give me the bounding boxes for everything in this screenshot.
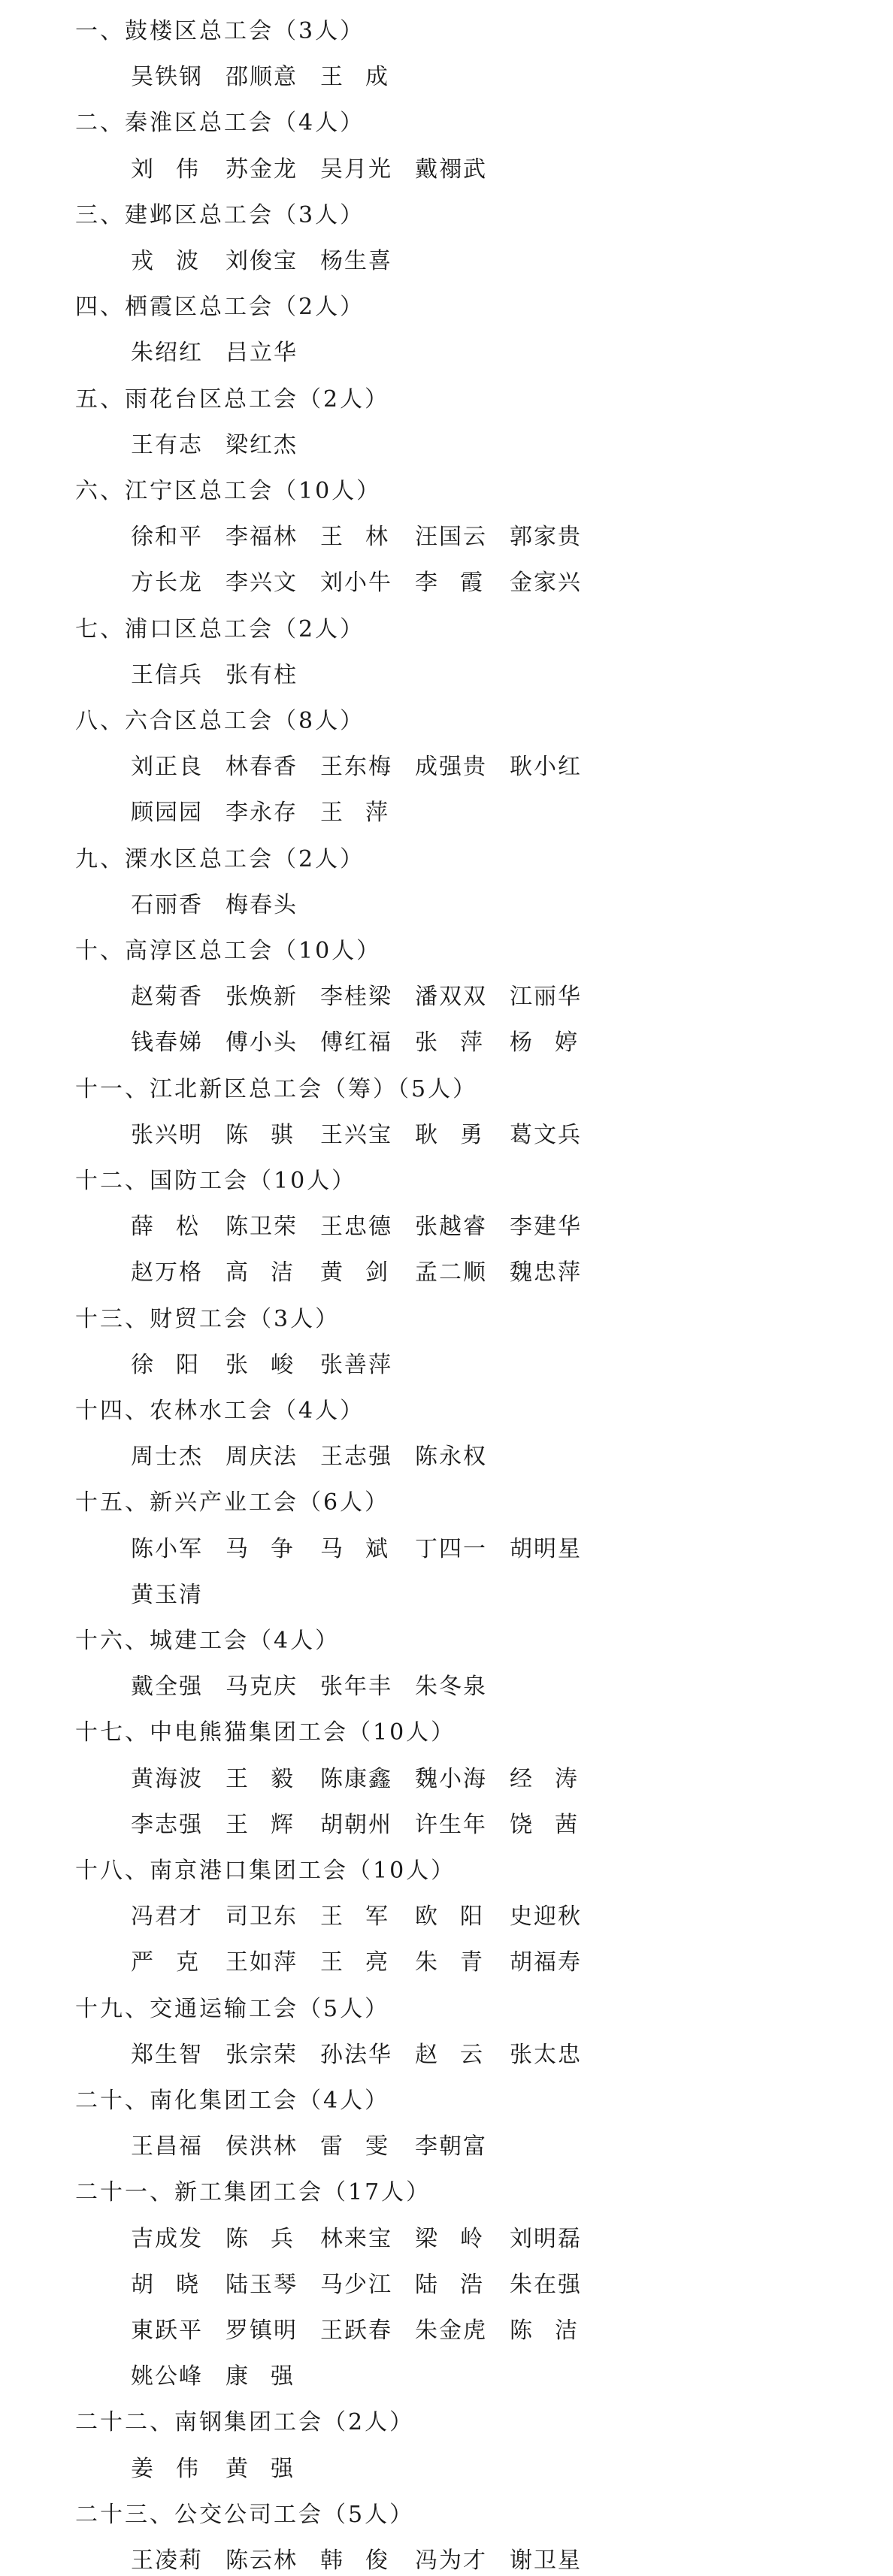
member-name: 王辉: [226, 1811, 316, 1838]
member-name: 江丽华: [510, 984, 582, 1011]
member-name: 東跃平: [131, 2317, 203, 2344]
name-row: [131, 1534, 604, 1565]
name-row: [131, 1258, 604, 1288]
name-row: [131, 1810, 604, 1840]
member-name: 谢卫星: [510, 2547, 582, 2574]
member-name: 吉成发: [131, 2225, 203, 2252]
member-name: 罗镇明: [226, 2317, 298, 2344]
member-name: 李桂梁: [320, 984, 392, 1011]
member-name: 张萍: [415, 1029, 505, 1057]
member-name: 雷雯: [320, 2133, 410, 2160]
name-row: [131, 2040, 604, 2070]
member-name: 陈云林: [226, 2547, 298, 2574]
member-name: 司卫东: [226, 1903, 298, 1930]
member-name: 胡明星: [510, 1535, 582, 1562]
member-name: 林春香: [226, 754, 298, 781]
member-name: 经涛: [510, 1765, 600, 1792]
member-name: 吴月光: [320, 156, 392, 183]
member-name: 刘明磊: [510, 2225, 582, 2252]
member-name: 张峻: [226, 1351, 316, 1378]
member-name: 马斌: [320, 1535, 410, 1562]
member-name: 王如萍: [226, 1949, 298, 1976]
name-row: [131, 246, 415, 277]
member-name: 傅小头: [226, 1029, 298, 1057]
member-name: 王萍: [320, 800, 410, 827]
section-heading: 二、秦淮区总工会（4人）: [75, 110, 365, 137]
name-row: [131, 62, 415, 92]
name-row: [131, 1948, 604, 1978]
member-name: 朱绍红: [131, 340, 203, 367]
member-name: 吴铁钢: [131, 64, 203, 91]
member-name: 王林: [320, 524, 410, 551]
member-name: 耿小红: [510, 754, 582, 781]
name-row: [131, 1902, 604, 1932]
member-name: 陈洁: [510, 2317, 600, 2344]
name-row: [131, 798, 415, 828]
member-name: 陈骐: [226, 1121, 316, 1148]
member-name: 严克: [131, 1949, 221, 1976]
member-name: 冯为才: [415, 2547, 487, 2574]
member-name: 赵万格: [131, 1259, 203, 1286]
member-name: 顾园园: [131, 800, 203, 827]
member-name: 王亮: [320, 1949, 410, 1976]
member-name: 张越睿: [415, 1214, 487, 1241]
member-name: 李福林: [226, 524, 298, 551]
name-row: [131, 2224, 604, 2254]
name-row: [131, 2132, 510, 2162]
member-name: 黄海波: [131, 1765, 203, 1792]
name-row: [131, 661, 320, 691]
name-row: [131, 522, 604, 552]
member-name: 傅红福: [320, 1029, 392, 1057]
member-name: 徐阳: [131, 1351, 221, 1378]
section-heading: 十三、财贸工会（3人）: [75, 1305, 341, 1332]
member-name: 孟二顺: [415, 1259, 487, 1286]
member-name: 梅春头: [226, 891, 298, 918]
member-name: 王毅: [226, 1765, 316, 1792]
member-name: 饶茜: [510, 1811, 600, 1838]
name-row: [131, 1212, 604, 1242]
member-name: 钱春娣: [131, 1029, 203, 1057]
section-heading: 二十一、新工集团工会（17人）: [75, 2179, 431, 2206]
member-name: 李永存: [226, 800, 298, 827]
member-name: 陈永权: [415, 1444, 487, 1471]
section-heading: 七、浦口区总工会（2人）: [75, 615, 365, 642]
member-name: 黄剑: [320, 1259, 410, 1286]
member-name: 吕立华: [226, 340, 298, 367]
member-name: 胡福寿: [510, 1949, 582, 1976]
member-name: 戎波: [131, 248, 221, 274]
section-heading: 十五、新兴产业工会（6人）: [75, 1489, 390, 1516]
member-name: 王兴宝: [320, 1121, 392, 1148]
member-name: 王昌福: [131, 2133, 203, 2160]
member-name: 苏金龙: [226, 156, 298, 183]
section-heading: 六、江宁区总工会（10人）: [75, 478, 382, 504]
member-name: 李朝富: [415, 2133, 487, 2160]
section-heading: 十、高淳区总工会（10人）: [75, 938, 382, 964]
member-name: 赵云: [415, 2041, 505, 2068]
member-name: 侯洪林: [226, 2133, 298, 2160]
member-name: 张有柱: [226, 661, 298, 688]
name-row: [131, 431, 320, 461]
name-row: [131, 1442, 510, 1472]
section-heading: 二十、南化集团工会（4人）: [75, 2088, 390, 2114]
section-heading: 一、鼓楼区总工会（3人）: [75, 18, 365, 44]
member-name: 丁四一: [415, 1535, 487, 1562]
member-name: 金家兴: [510, 570, 582, 597]
name-row: [131, 155, 510, 185]
member-name: 杨生喜: [320, 248, 392, 274]
section-heading: 二十二、南钢集团工会（2人）: [75, 2409, 415, 2436]
member-name: 李志强: [131, 1811, 203, 1838]
member-name: 李建华: [510, 1214, 582, 1241]
member-name: 张宗荣: [226, 2041, 298, 2068]
member-name: 邵顺意: [226, 64, 298, 91]
name-row: [131, 338, 320, 368]
member-name: 张善萍: [320, 1351, 392, 1378]
member-name: 刘小牛: [320, 570, 392, 597]
member-name: 王成: [320, 64, 410, 91]
member-name: 李霞: [415, 570, 505, 597]
member-name: 康强: [226, 2363, 316, 2390]
member-name: 冯君才: [131, 1903, 203, 1930]
member-name: 刘俊宝: [226, 248, 298, 274]
name-row: [131, 2546, 604, 2576]
member-name: 刘伟: [131, 156, 221, 183]
member-name: 王有志: [131, 431, 203, 458]
member-name: 陈康鑫: [320, 1765, 392, 1792]
name-row: [131, 2316, 604, 2346]
member-name: 王跃春: [320, 2317, 392, 2344]
member-name: 李兴文: [226, 570, 298, 597]
member-name: 胡晓: [131, 2271, 221, 2298]
name-row: [131, 1672, 510, 1702]
member-name: 成强贵: [415, 754, 487, 781]
member-name: 石丽香: [131, 891, 203, 918]
member-name: 梁岭: [415, 2225, 505, 2252]
member-name: 王忠德: [320, 1214, 392, 1241]
member-name: 马克庆: [226, 1673, 298, 1701]
member-name: 郭家贵: [510, 524, 582, 551]
member-name: 戴全强: [131, 1673, 203, 1701]
member-name: 汪国云: [415, 524, 487, 551]
member-name: 胡朝州: [320, 1811, 392, 1838]
name-row: [131, 2454, 320, 2484]
member-name: 张兴明: [131, 1121, 203, 1148]
member-name: 陆玉琴: [226, 2271, 298, 2298]
member-name: 张太忠: [510, 2041, 582, 2068]
member-name: 方长龙: [131, 570, 203, 597]
member-name: 王东梅: [320, 754, 392, 781]
section-heading: 十九、交通运输工会（5人）: [75, 1995, 390, 2022]
member-name: 郑生智: [131, 2041, 203, 2068]
member-name: 赵菊香: [131, 984, 203, 1011]
section-heading: 十七、中电熊猫集团工会（10人）: [75, 1719, 456, 1746]
section-heading: 十六、城建工会（4人）: [75, 1628, 341, 1654]
member-name: 张焕新: [226, 984, 298, 1011]
member-name: 朱金虎: [415, 2317, 487, 2344]
member-name: 戴禤武: [415, 156, 487, 183]
section-heading: 四、栖霞区总工会（2人）: [75, 294, 365, 321]
section-heading: 九、溧水区总工会（2人）: [75, 845, 365, 872]
member-name: 陆浩: [415, 2271, 505, 2298]
member-name: 耿勇: [415, 1121, 505, 1148]
section-heading: 十八、南京港口集团工会（10人）: [75, 1858, 456, 1884]
member-name: 潘双双: [415, 984, 487, 1011]
member-name: 朱青: [415, 1949, 505, 1976]
name-row: [131, 1350, 415, 1380]
section-heading: 十二、国防工会（10人）: [75, 1168, 357, 1194]
member-name: 陈兵: [226, 2225, 316, 2252]
name-row: [131, 752, 604, 782]
member-name: 梁红杰: [226, 431, 298, 458]
member-name: 王信兵: [131, 661, 203, 688]
section-heading: 十四、农林水工会（4人）: [75, 1398, 365, 1424]
name-row: [131, 568, 604, 598]
section-heading: 五、雨花台区总工会（2人）: [75, 385, 390, 413]
member-name: 林来宝: [320, 2225, 392, 2252]
section-heading: 二十三、公交公司工会（5人）: [75, 2501, 415, 2528]
member-name: 魏忠萍: [510, 1259, 582, 1286]
member-name: 欧阳: [415, 1903, 505, 1930]
member-name: 陈卫荣: [226, 1214, 298, 1241]
name-row: [131, 2362, 320, 2392]
member-name: 薛松: [131, 1214, 221, 1241]
member-name: 徐和平: [131, 524, 203, 551]
member-name: 孙法华: [320, 2041, 392, 2068]
member-name: 杨婷: [510, 1029, 600, 1057]
name-row: [131, 890, 320, 921]
member-name: 朱在强: [510, 2271, 582, 2298]
name-row: [131, 1028, 604, 1058]
member-name: 朱冬泉: [415, 1673, 487, 1701]
member-name: 周庆法: [226, 1444, 298, 1471]
name-row: [131, 1580, 226, 1610]
member-name: 陈小军: [131, 1535, 203, 1562]
member-name: 黄玉清: [131, 1581, 203, 1608]
member-name: 张年丰: [320, 1673, 392, 1701]
name-row: [131, 2270, 604, 2300]
member-name: 王凌莉: [131, 2547, 203, 2574]
section-heading: 三、建邺区总工会（3人）: [75, 201, 365, 228]
member-name: 马少江: [320, 2271, 392, 2298]
section-heading: 八、六合区总工会（8人）: [75, 708, 365, 734]
member-name: 史迎秋: [510, 1903, 582, 1930]
member-name: 王军: [320, 1903, 410, 1930]
member-name: 王志强: [320, 1444, 392, 1471]
member-name: 姜伟: [131, 2455, 221, 2482]
member-name: 刘正良: [131, 754, 203, 781]
name-row: [131, 1120, 604, 1150]
member-name: 韩俊: [320, 2547, 410, 2574]
name-row: [131, 1764, 604, 1794]
name-row: [131, 982, 604, 1012]
member-name: 高洁: [226, 1259, 316, 1286]
member-name: 马争: [226, 1535, 316, 1562]
member-name: 黄强: [226, 2455, 316, 2482]
member-name: 周士杰: [131, 1444, 203, 1471]
member-name: 姚公峰: [131, 2363, 203, 2390]
member-name: 葛文兵: [510, 1121, 582, 1148]
section-heading: 十一、江北新区总工会（筹）（5人）: [75, 1075, 478, 1102]
member-name: 许生年: [415, 1811, 487, 1838]
member-name: 魏小海: [415, 1765, 487, 1792]
